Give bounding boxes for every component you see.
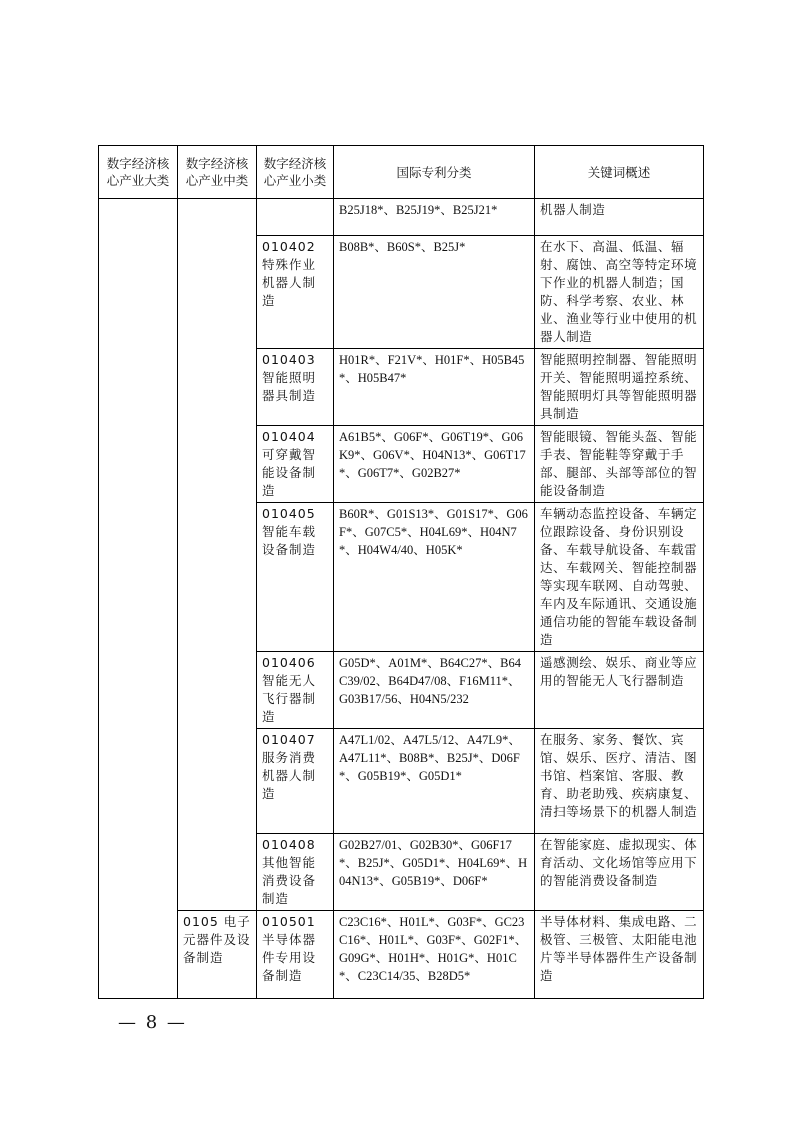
sub-category-cell: 010403 智能照明器具制造 [257, 349, 334, 426]
keywords-cell: 车辆动态监控设备、车辆定位跟踪设备、身份识别设备、车载导航设备、车载雷达、车载网关、智能控制器等实现车联网、自动驾驶、车内及车际通讯、交通设施通信功能的智能车载设备制造 [535, 503, 704, 652]
keywords-cell: 在智能家庭、虚拟现实、体育活动、文化场馆等应用下的智能消费设备制造 [535, 834, 704, 911]
header-sub-category: 数字经济核心产业小类 [257, 146, 334, 199]
sub-category-cell [257, 199, 334, 236]
keywords-cell: 在水下、高温、低温、辐射、腐蚀、高空等特定环境下作业的机器人制造；国防、科学考察、农业、林业、渔业等行业中使用的机器人制造 [535, 236, 704, 349]
ipc-cell: G05D*、A01M*、B64C27*、B64C39/02、B64D47/08、F16M11*、G03B17/56、H04N5/232 [334, 652, 535, 729]
ipc-cell: B08B*、B60S*、B25J* [334, 236, 535, 349]
sub-category-cell: 010405 智能车载设备制造 [257, 503, 334, 652]
table-header-row [99, 146, 704, 199]
keywords-cell: 智能照明控制器、智能照明开关、智能照明遥控系统、智能照明灯具等智能照明器具制造 [535, 349, 704, 426]
sub-category-cell: 010402 特殊作业机器人制造 [257, 236, 334, 349]
keywords-cell: 机器人制造 [535, 199, 704, 236]
mid-category-cell [178, 199, 257, 911]
ipc-cell: H01R*、F21V*、H01F*、H05B45*、H05B47* [334, 349, 535, 426]
header-keywords: 关键词概述 [535, 146, 704, 199]
mid-category-cell: 0105 电子元器件及设备制造 [178, 911, 257, 999]
sub-category-cell: 010407 服务消费机器人制造 [257, 729, 334, 834]
ipc-cell: A47L1/02、A47L5/12、A47L9*、A47L11*、B08B*、B25J*、D06F*、G05B19*、G05D1* [334, 729, 535, 834]
table-row [99, 199, 704, 236]
keywords-cell: 半导体材料、集成电路、二极管、三极管、太阳能电池片等半导体器件生产设备制造 [535, 911, 704, 999]
ipc-cell: B25J18*、B25J19*、B25J21* [334, 199, 535, 236]
sub-category-cell: 010406 智能无人飞行器制造 [257, 652, 334, 729]
header-ipc: 国际专利分类 [334, 146, 535, 199]
classification-table [98, 145, 704, 999]
keywords-cell: 遥感测绘、娱乐、商业等应用的智能无人飞行器制造 [535, 652, 704, 729]
sub-category-cell: 010408 其他智能消费设备制造 [257, 834, 334, 911]
sub-category-cell: 010501 半导体器件专用设备制造 [257, 911, 334, 999]
keywords-cell: 在服务、家务、餐饮、宾馆、娱乐、医疗、清洁、图书馆、档案馆、客服、教育、助老助残、疾病康复、清扫等场景下的机器人制造 [535, 729, 704, 834]
page-number: — 8 — [118, 1012, 187, 1033]
major-category-cell [99, 199, 178, 999]
ipc-cell: G02B27/01、G02B30*、G06F17*、B25J*、G05D1*、H04L69*、H04N13*、G05B19*、D06F* [334, 834, 535, 911]
ipc-cell: C23C16*、H01L*、G03F*、GC23C16*、H01L*、G03F*、G02F1*、G09G*、H01H*、H01G*、H01C*、C23C14/35、B28D5* [334, 911, 535, 999]
keywords-cell: 智能眼镜、智能头盔、智能手表、智能鞋等穿戴于手部、腿部、头部等部位的智能设备制造 [535, 426, 704, 503]
sub-category-cell: 010404 可穿戴智能设备制造 [257, 426, 334, 503]
header-mid-category: 数字经济核心产业中类 [178, 146, 257, 199]
ipc-cell: B60R*、G01S13*、G01S17*、G06F*、G07C5*、H04L69*、H04N7*、H04W4/40、H05K* [334, 503, 535, 652]
header-major-category: 数字经济核心产业大类 [99, 146, 178, 199]
ipc-cell: A61B5*、G06F*、G06T19*、G06K9*、G06V*、H04N13*、G06T17*、G06T7*、G02B27* [334, 426, 535, 503]
table-row [99, 911, 704, 999]
